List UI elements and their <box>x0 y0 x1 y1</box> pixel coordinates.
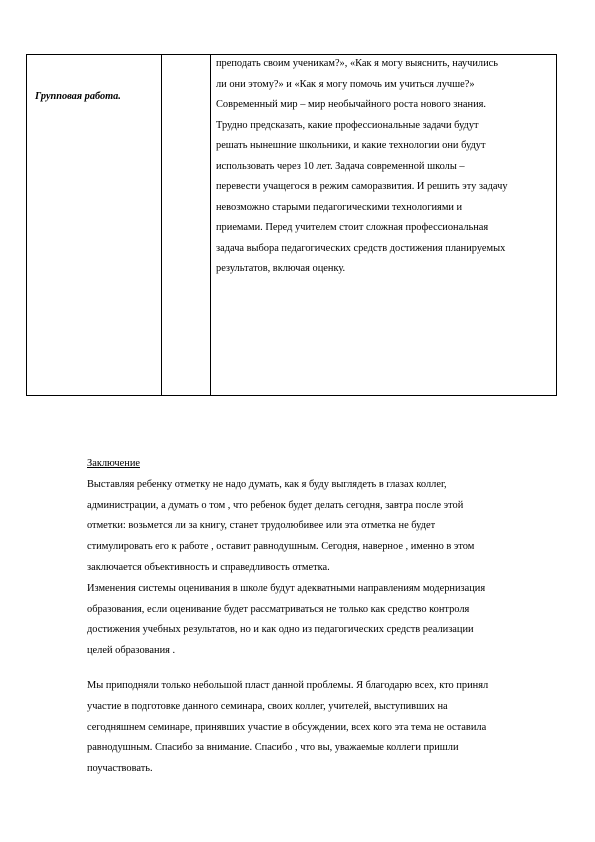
table-divider-2 <box>210 55 211 395</box>
conclusion-section <box>87 454 557 780</box>
text-line: преподать своим ученикам?», «Как я могу выяснить, научились <box>216 58 498 69</box>
text-line: поучаствовать. <box>87 763 153 775</box>
text-line: достижения учебных результатов, но и как одно из педагогических средств реализации <box>87 624 474 636</box>
table-border-right <box>556 55 557 395</box>
text-line: Современный мир – мир необычайного роста нового знания. <box>216 99 487 110</box>
text-line: ли они этому?» и «Как я могу помочь им учиться лучше?» <box>216 78 475 90</box>
text-line: Трудно предсказать, какие профессиональные задачи будут <box>216 119 479 131</box>
text-line: равнодушным. Спасибо за внимание. Спасибо , что вы, уважаемые коллеги пришли <box>87 742 459 754</box>
text-line: использовать через 10 лет. Задача современной школы – <box>216 160 465 172</box>
text-line: результатов, включая оценку. <box>216 263 346 274</box>
text-line: отметки: возьмется ли за книгу, станет трудолюбивее или эта отметка не будет <box>87 520 436 532</box>
paragraph-1 <box>87 475 557 579</box>
table-border-left <box>26 55 27 395</box>
text-line: заключается объективность и справедливость отметка. <box>87 561 330 573</box>
text-line: решать нынешние школьники, и какие технологии они будут <box>216 140 486 151</box>
text-line: участие в подготовке данного семинара, своих коллег, учителей, выступивших на <box>87 700 448 712</box>
paragraph-3 <box>87 676 557 780</box>
text-line: Выставляя ребенку отметку не надо думать, как я буду выглядеть в глазах коллег, <box>87 478 447 490</box>
text-line: администрации, а думать о том , что ребенок будет делать сегодня, завтра после этой <box>87 499 464 511</box>
paragraph-gap <box>87 662 557 676</box>
text-line: задача выбора педагогических средств достижения планируемых <box>216 242 506 254</box>
paragraph-2 <box>87 579 557 662</box>
text-line: Мы приподняли только небольшой пласт данной проблемы. Я благодарю всех, кто принял <box>87 679 489 691</box>
stage-description <box>216 54 550 280</box>
text-line: Изменения системы оценивания в школе будут адекватными направлениям модернизация <box>87 582 486 594</box>
conclusion-heading: Заключение <box>87 458 140 469</box>
text-line: невозможно старыми педагогическими технологиями и <box>216 201 463 213</box>
table-divider-1 <box>161 55 162 395</box>
text-line: целей образования . <box>87 645 176 657</box>
lesson-table <box>26 54 557 396</box>
text-line: приемами. Перед учителем стоит сложная профессиональная <box>216 222 489 233</box>
text-line: образования, если оценивание будет рассматриваться не только как средство контроля <box>87 603 470 615</box>
text-line: стимулировать его к работе , оставит равнодушным. Сегодня, наверное , именно в этом <box>87 541 475 553</box>
stage-label: Групповая работа. <box>35 91 121 102</box>
text-line: перевести учащегося в режим саморазвития. И решить эту задачу <box>216 181 508 192</box>
text-line: сегодняшнем семинаре, принявших участие в обсуждении, всех кого эта тема не оставила <box>87 721 487 733</box>
